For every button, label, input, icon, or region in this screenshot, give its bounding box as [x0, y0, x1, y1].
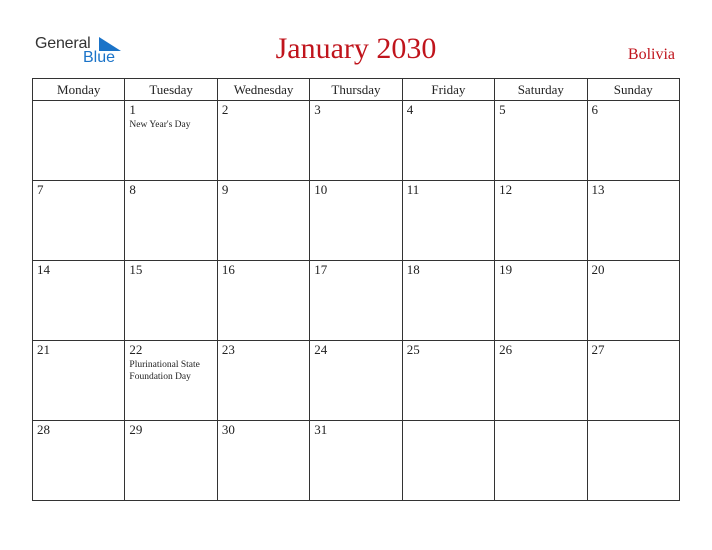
- day-number: 19: [499, 262, 513, 277]
- day-cell: [587, 181, 679, 261]
- day-cell: [310, 101, 402, 181]
- logo-text-general: General: [35, 35, 91, 52]
- day-number: 6: [591, 102, 599, 117]
- day-cell: [495, 421, 587, 501]
- day-number: 11: [406, 182, 420, 197]
- day-cell: [495, 261, 587, 341]
- day-number: 13: [591, 182, 605, 197]
- day-cell: [33, 181, 125, 261]
- day-number: 9: [221, 182, 229, 197]
- day-number: 27: [591, 342, 605, 357]
- day-number: 18: [406, 262, 420, 277]
- day-number: 28: [37, 422, 50, 437]
- day-number: 3: [314, 102, 321, 117]
- country-label: Bolivia: [627, 46, 675, 63]
- day-number: 25: [406, 342, 420, 357]
- day-cell: [402, 181, 494, 261]
- week-row: [33, 101, 680, 181]
- day-number: 31: [314, 422, 328, 437]
- day-cell: [125, 101, 217, 181]
- day-cell: [217, 261, 309, 341]
- calendar-title: January 2030: [275, 32, 437, 65]
- calendar-grid: [32, 78, 680, 501]
- day-number: 7: [37, 182, 44, 197]
- day-number: 23: [221, 342, 235, 357]
- week-row: [33, 181, 680, 261]
- day-number: 26: [499, 342, 513, 357]
- weekday-header: Wednesday: [217, 79, 309, 101]
- day-number: 4: [406, 102, 414, 117]
- logo-text-blue: Blue: [83, 49, 116, 66]
- day-cell: [125, 341, 217, 421]
- day-number: 5: [499, 102, 506, 117]
- weekday-header: Friday: [402, 79, 494, 101]
- day-number: 20: [591, 262, 605, 277]
- week-row: [33, 421, 680, 501]
- day-number: 12: [499, 182, 513, 197]
- day-cell: [495, 181, 587, 261]
- day-cell: [310, 181, 402, 261]
- day-number: 29: [129, 422, 143, 437]
- day-cell: [495, 101, 587, 181]
- day-cell: [587, 261, 679, 341]
- day-cell: [402, 261, 494, 341]
- day-number: 22: [129, 342, 143, 357]
- day-cell: [125, 261, 217, 341]
- day-cell: [125, 421, 217, 501]
- day-number: 17: [314, 262, 328, 277]
- day-cell: [33, 421, 125, 501]
- weekday-header: Saturday: [495, 79, 587, 101]
- day-cell: [217, 101, 309, 181]
- day-cell: [402, 421, 494, 501]
- day-number: 30: [221, 422, 235, 437]
- day-cell: [33, 261, 125, 341]
- day-number: 1: [129, 102, 136, 117]
- day-cell: [495, 341, 587, 421]
- day-cell: [310, 261, 402, 341]
- day-cell: [217, 181, 309, 261]
- day-cell: [125, 181, 217, 261]
- day-number: 14: [37, 262, 50, 277]
- day-cell: [217, 341, 309, 421]
- day-cell: [587, 341, 679, 421]
- weekday-header: Monday: [33, 79, 125, 101]
- day-number: 21: [37, 342, 50, 357]
- day-cell: [217, 421, 309, 501]
- day-cell: [402, 101, 494, 181]
- day-cell: [33, 341, 125, 421]
- day-number: 24: [314, 342, 328, 357]
- week-row: [33, 341, 680, 421]
- day-cell: [587, 421, 679, 501]
- day-number: 16: [221, 262, 235, 277]
- day-number: 10: [314, 182, 328, 197]
- weekday-header-row: [33, 79, 680, 101]
- weekday-header: Sunday: [587, 79, 679, 101]
- weekday-header: Thursday: [310, 79, 402, 101]
- day-cell: [33, 101, 125, 181]
- day-cell: [587, 101, 679, 181]
- day-number: 15: [129, 262, 143, 277]
- week-row: [33, 261, 680, 341]
- holiday-label: New Year's Day: [129, 120, 191, 130]
- day-number: 8: [129, 182, 136, 197]
- day-cell: [310, 421, 402, 501]
- day-cell: [310, 341, 402, 421]
- day-number: 2: [221, 102, 229, 117]
- holiday-label: Plurinational State Foundation Day: [129, 360, 200, 382]
- day-cell: [402, 341, 494, 421]
- weekday-header: Tuesday: [125, 79, 217, 101]
